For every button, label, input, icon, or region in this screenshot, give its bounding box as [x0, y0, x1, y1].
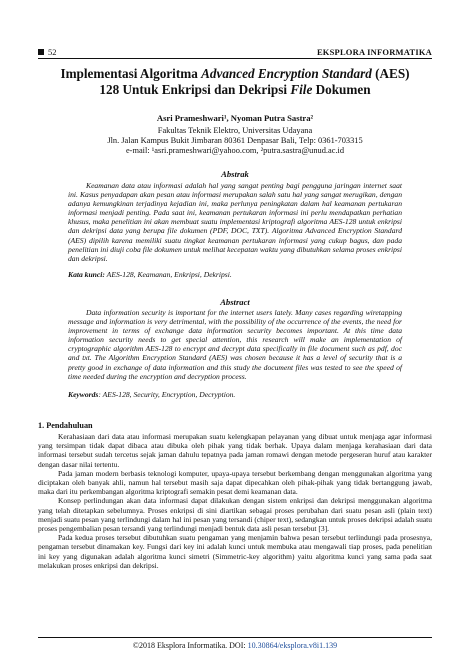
address-line: Jln. Jalan Kampus Bukit Jimbaran 80361 Denpasar Bali, Telp: 0361-703315 [107, 136, 363, 145]
page-footer [38, 641, 432, 650]
keywords-value: : AES-128, Security, Encryption, Decryption. [98, 390, 236, 399]
footer-rule [38, 637, 432, 638]
authors: Asri Prameshwari¹, Nyoman Putra Sastra² [156, 113, 314, 123]
paragraph: Kerahasiaan dari data atau informasi merupakan suatu kelengkapan pelayanan yang dibuat untuk menjaga agar informasi yang tersimpan tidak dapat dibaca atau dibuka oleh pihak yang tidak berhak. Upaya dalam menjaga kerahasiaan dari data informasi tersebut sudah tercetus sejak jaman dahulu tepatnya pada jaman romawi dengan metode pergeseran huruf atau karakter dengan dasar nilai tertentu. [38, 432, 432, 469]
doi-link[interactable]: 10.30864/eksplora.v8i1.139 [247, 641, 338, 650]
paper-title [38, 66, 432, 97]
email-line: e-mail: ¹asri.prameshwari@yahoo.com, ²putra.sastra@unud.ac.id [125, 146, 345, 155]
paragraph: Konsep perlindungan akan data informasi dapat dilakukan dengan sistem enkripsi dan dekripsi menggunakan algoritma yang telah ditetapkan sebelumnya. Proses enkripsi di sini diartikan sebagai proses perubahan dari suatu pesan asli (plain text) menjadi suatu pesan yang terlindungi dalam hal ini pesan yang tersandi (chiper text), sedangkan untuk proses dekripsi adalah suatu proses pengembalian pesan tersandi yang terlindungi menjadi bentuk data asli pesan tersebut [3]. [38, 496, 432, 534]
title-part: Implementasi Algoritma [60, 66, 202, 81]
abstract-heading: Abstract [220, 297, 250, 307]
header-rule [38, 58, 432, 59]
copyright-text: ©2018 Eksplora Informatika. DOI: [132, 641, 248, 650]
title-part: Dokumen [312, 81, 371, 97]
title-part-italic: File [290, 81, 313, 97]
keywords-label: Keywords [68, 390, 99, 399]
abstract-text: Data information security is important for the internet users lately. Many cases regarding wiretapping message and information is very detrimental, with the possibility of the occurrence of the events, the need for improvement in terms of exchange data information security becomes important. At this time data information security needs to get special attention, this research will make an implementation of cryptographic algorithm AES-128 to encrypt and decrypt data specifically in file document such as pdf, doc and txt. The Algorithm Encryption Standard (AES) was chosen because it has a level of security that is a pretty good in exchange of data information and this study the document files was tested to see the speed of time needed during the encryption and decryption process. [68, 308, 402, 381]
header-left [38, 47, 57, 57]
paragraph: Pada kedua proses tersebut dibutuhkan suatu pengaman yang menjamin bahwa pesan tersebut terlindungi pada prosesnya, pengaman tersebut dinamakan key. Fungsi dari key ini adalah kunci untuk membuka atau mengawali tiap proses, pada penelitian ini key yang digunakan adalah algoritma kunci simetri (Simmetric-key algorithm) yaitu algoritma kunci yang sama pada saat melakukan proses enkripsi dan dekripsi. [38, 533, 432, 570]
page-number: 52 [48, 47, 57, 57]
title-part-italic: Advanced Encryption Standard [201, 66, 372, 81]
page-header [38, 41, 432, 57]
abstrak-text: Keamanan data atau informasi adalah hal yang sangat penting bagi pengguna jaringan internet saat ini. Kasus penyadapan akan pesan atau informasi merupakan salah satu hal yang sangat merugikan, dengan adanya kemungkinan terjadinya kejadian ini, maka perlunya peningkatan dalam hal keamanan pertukaran informasi menjadi penting. Pada saat ini, keamanan pertukaran informasi ini perlu mendapatkan perhatian khusus, maka penelitian ini akan membuat suatu implementasi kriptografi algoritma AES-128 untuk enkripsi dan dekripsi data yang berupa file dokumen (PDF, DOC, TXT). Algoritma Advanced Encryption Standard (AES) dipilih karena memiliki suatu tingkat keamanan pertukaran informasi yang cukup bagus, dan pada penelitian ini diuji coba file dokumen untuk melihat kecepatan waktu yang dibutuhkan selama proses enkripsi dan dekripsi. [68, 181, 402, 263]
kata-kunci-label: Kata kunci: [68, 270, 105, 279]
section-body [38, 432, 432, 570]
title-part: 128 Untuk Enkripsi dan Dekripsi [99, 81, 291, 97]
journal-name: EKSPLORA INFORMATIKA [316, 47, 432, 57]
kata-kunci [68, 270, 402, 279]
affiliation-line: Fakultas Teknik Elektro, Universitas Udayana [157, 126, 313, 135]
section-heading: 1. Pendahuluan [38, 421, 93, 430]
title-part: (AES) [371, 66, 410, 81]
keywords [68, 390, 402, 399]
square-bullet-icon [38, 49, 44, 55]
abstrak-heading: Abstrak [221, 169, 249, 179]
kata-kunci-value: AES-128, Keamanan, Enkripsi, Dekripsi. [104, 270, 232, 279]
paragraph: Pada jaman modern berbasis teknologi komputer, upaya-upaya tersebut berkembang dengan menggunakan algoritma yang diciptakan oleh banyak ahli, namun hal tersebut masih saja dapat dipecahkan oleh pihak-pihak yang tidak bertanggung jawab, maka dari itu perkembangan algoritma kriptografi semakin pesat demi keamanan data. [38, 468, 432, 497]
